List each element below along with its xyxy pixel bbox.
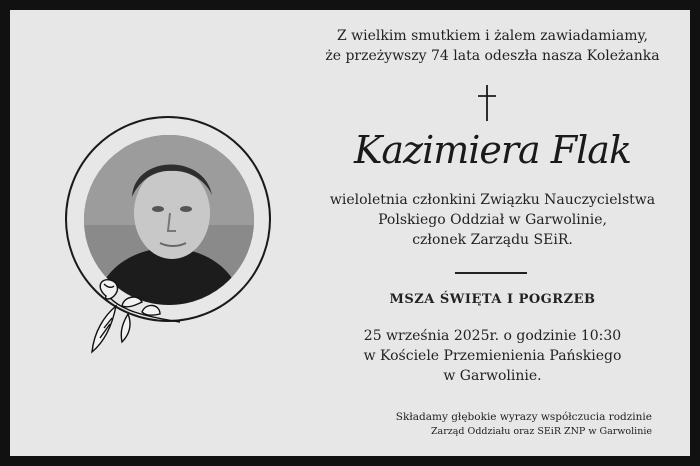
mass-title: MSZA ŚWIĘTA I POGRZEB bbox=[389, 292, 596, 307]
intro-line-1: Z wielkim smutkiem i żalem zawiadamiamy, bbox=[336, 28, 648, 44]
mass-town: w Garwolinie. bbox=[443, 368, 542, 384]
signature-text: Zarząd Oddziału oraz SEiR ZNP w Garwolinie bbox=[430, 426, 652, 437]
rose-icon bbox=[82, 276, 192, 358]
latin-cross-icon bbox=[473, 83, 501, 123]
mass-details bbox=[315, 326, 670, 386]
mass-church: w Kościele Przemienienia Pańskiego bbox=[363, 348, 622, 364]
intro-line-2: że przeżywszy 74 lata odeszła nasza Koleżanka bbox=[325, 48, 660, 64]
section-divider bbox=[455, 272, 527, 274]
role-line-1: wieloletnia członkini Związku Nauczycielstwa bbox=[329, 192, 656, 208]
condolences-text: Składamy głębokie wyrazy współczucia rodzinie bbox=[395, 411, 652, 423]
role-line-3: członek Zarządu SEiR. bbox=[412, 232, 573, 248]
role-line-2: Polskiego Oddział w Garwolinie, bbox=[378, 212, 607, 228]
role-text bbox=[315, 190, 670, 250]
deceased-name: Kazimiera Flak bbox=[354, 128, 631, 172]
intro-text bbox=[315, 26, 670, 66]
mass-date: 25 września 2025r. o godzinie 10:30 bbox=[363, 328, 622, 344]
